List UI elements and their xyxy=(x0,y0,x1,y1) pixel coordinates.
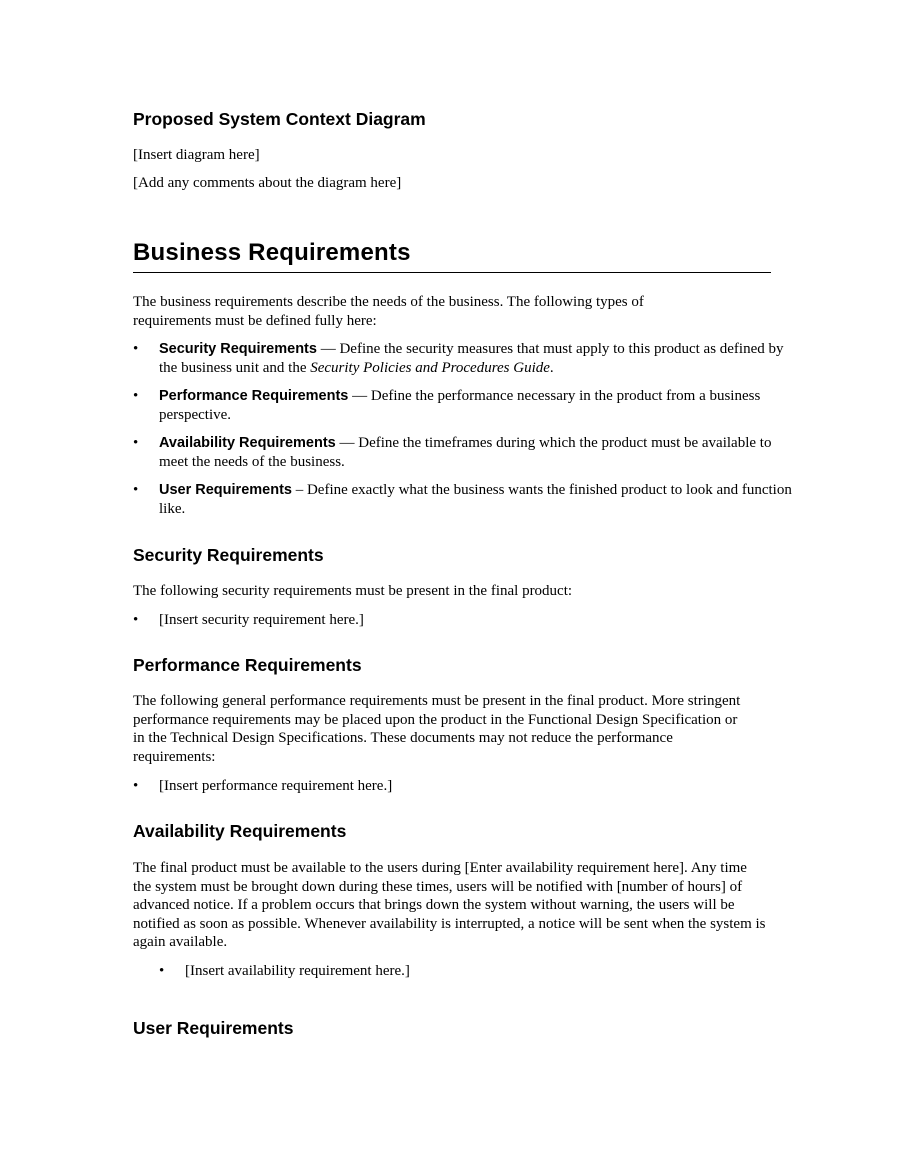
list-item-text: [Insert security requirement here.] xyxy=(159,612,364,628)
list-item-term: User Requirements xyxy=(159,482,292,498)
context-diagram-heading: Proposed System Context Diagram xyxy=(133,109,426,129)
business-intro: The business requirements describe the needs of the business. The following types of requirements must be defined fully here: xyxy=(133,294,644,329)
bullet-glyph: • xyxy=(133,388,139,404)
list-item-text: [Insert availability requirement here.] xyxy=(185,963,410,979)
list-item-sep: — xyxy=(348,388,371,404)
security-requirements-heading: Security Requirements xyxy=(133,545,324,565)
list-item xyxy=(133,777,797,796)
bullet-glyph: • xyxy=(133,778,139,794)
list-item-sep: — xyxy=(316,341,340,357)
bullet-glyph: • xyxy=(133,482,139,498)
list-item-term: Availability Requirements xyxy=(159,435,336,451)
bullet-glyph: • xyxy=(133,435,139,451)
list-item-text: [Insert performance requirement here.] xyxy=(159,778,393,794)
business-requirements-heading: Business Requirements xyxy=(133,239,411,266)
performance-intro: The following general performance requirements must be present in the final product. More stringent performance requirements may be placed upon the product in the Functional Design Specification or in the Technical Design Specifications. These documents may not reduce the performance requirements: xyxy=(133,693,741,765)
user-requirements-heading: User Requirements xyxy=(133,1018,294,1038)
list-item xyxy=(133,611,797,630)
context-placeholder: [Insert diagram here] xyxy=(133,147,260,163)
bullet-glyph: • xyxy=(159,963,165,979)
list-item xyxy=(133,340,797,377)
list-item-term: Performance Requirements xyxy=(159,388,349,404)
list-item xyxy=(133,481,797,518)
bullet-glyph: • xyxy=(133,612,139,628)
list-item-text: Define the performance necessary in the product from a business perspective. xyxy=(159,388,761,423)
list-item-text: Define exactly what the business wants the finished product to look and function like. xyxy=(159,482,792,517)
security-intro: The following security requirements must be present in the final product: xyxy=(133,583,573,599)
bullet-glyph: • xyxy=(133,341,139,357)
list-item xyxy=(133,387,797,424)
list-item-end: . xyxy=(549,359,554,376)
list-item xyxy=(133,434,797,471)
list-item-text: Define the security measures that must apply to this product as defined by the business unit and the xyxy=(159,341,784,376)
context-comment: [Add any comments about the diagram here] xyxy=(133,175,402,191)
list-item-italic: Security Policies and Procedures Guide xyxy=(310,359,550,376)
availability-requirements-heading: Availability Requirements xyxy=(133,821,347,841)
heading-rule xyxy=(133,272,771,273)
list-item-sep: – xyxy=(291,482,307,498)
list-item-term: Security Requirements xyxy=(159,341,317,357)
availability-intro: The final product must be available to the users during [Enter availability requirement here]. Any time the system must be brought down during these times, users will be notified with [number of hours] of advanced notice. If a problem occurs that brings down the system without warning, the users will be notified as soon as possible. Whenever availability is interrupted, a notice will be sent when the system is again available. xyxy=(133,860,766,950)
list-item-text: Define the timeframes during which the product must be available to meet the needs of the business. xyxy=(159,435,772,470)
performance-requirements-heading: Performance Requirements xyxy=(133,655,362,675)
list-item xyxy=(159,962,823,981)
list-item-sep: — xyxy=(335,435,359,451)
